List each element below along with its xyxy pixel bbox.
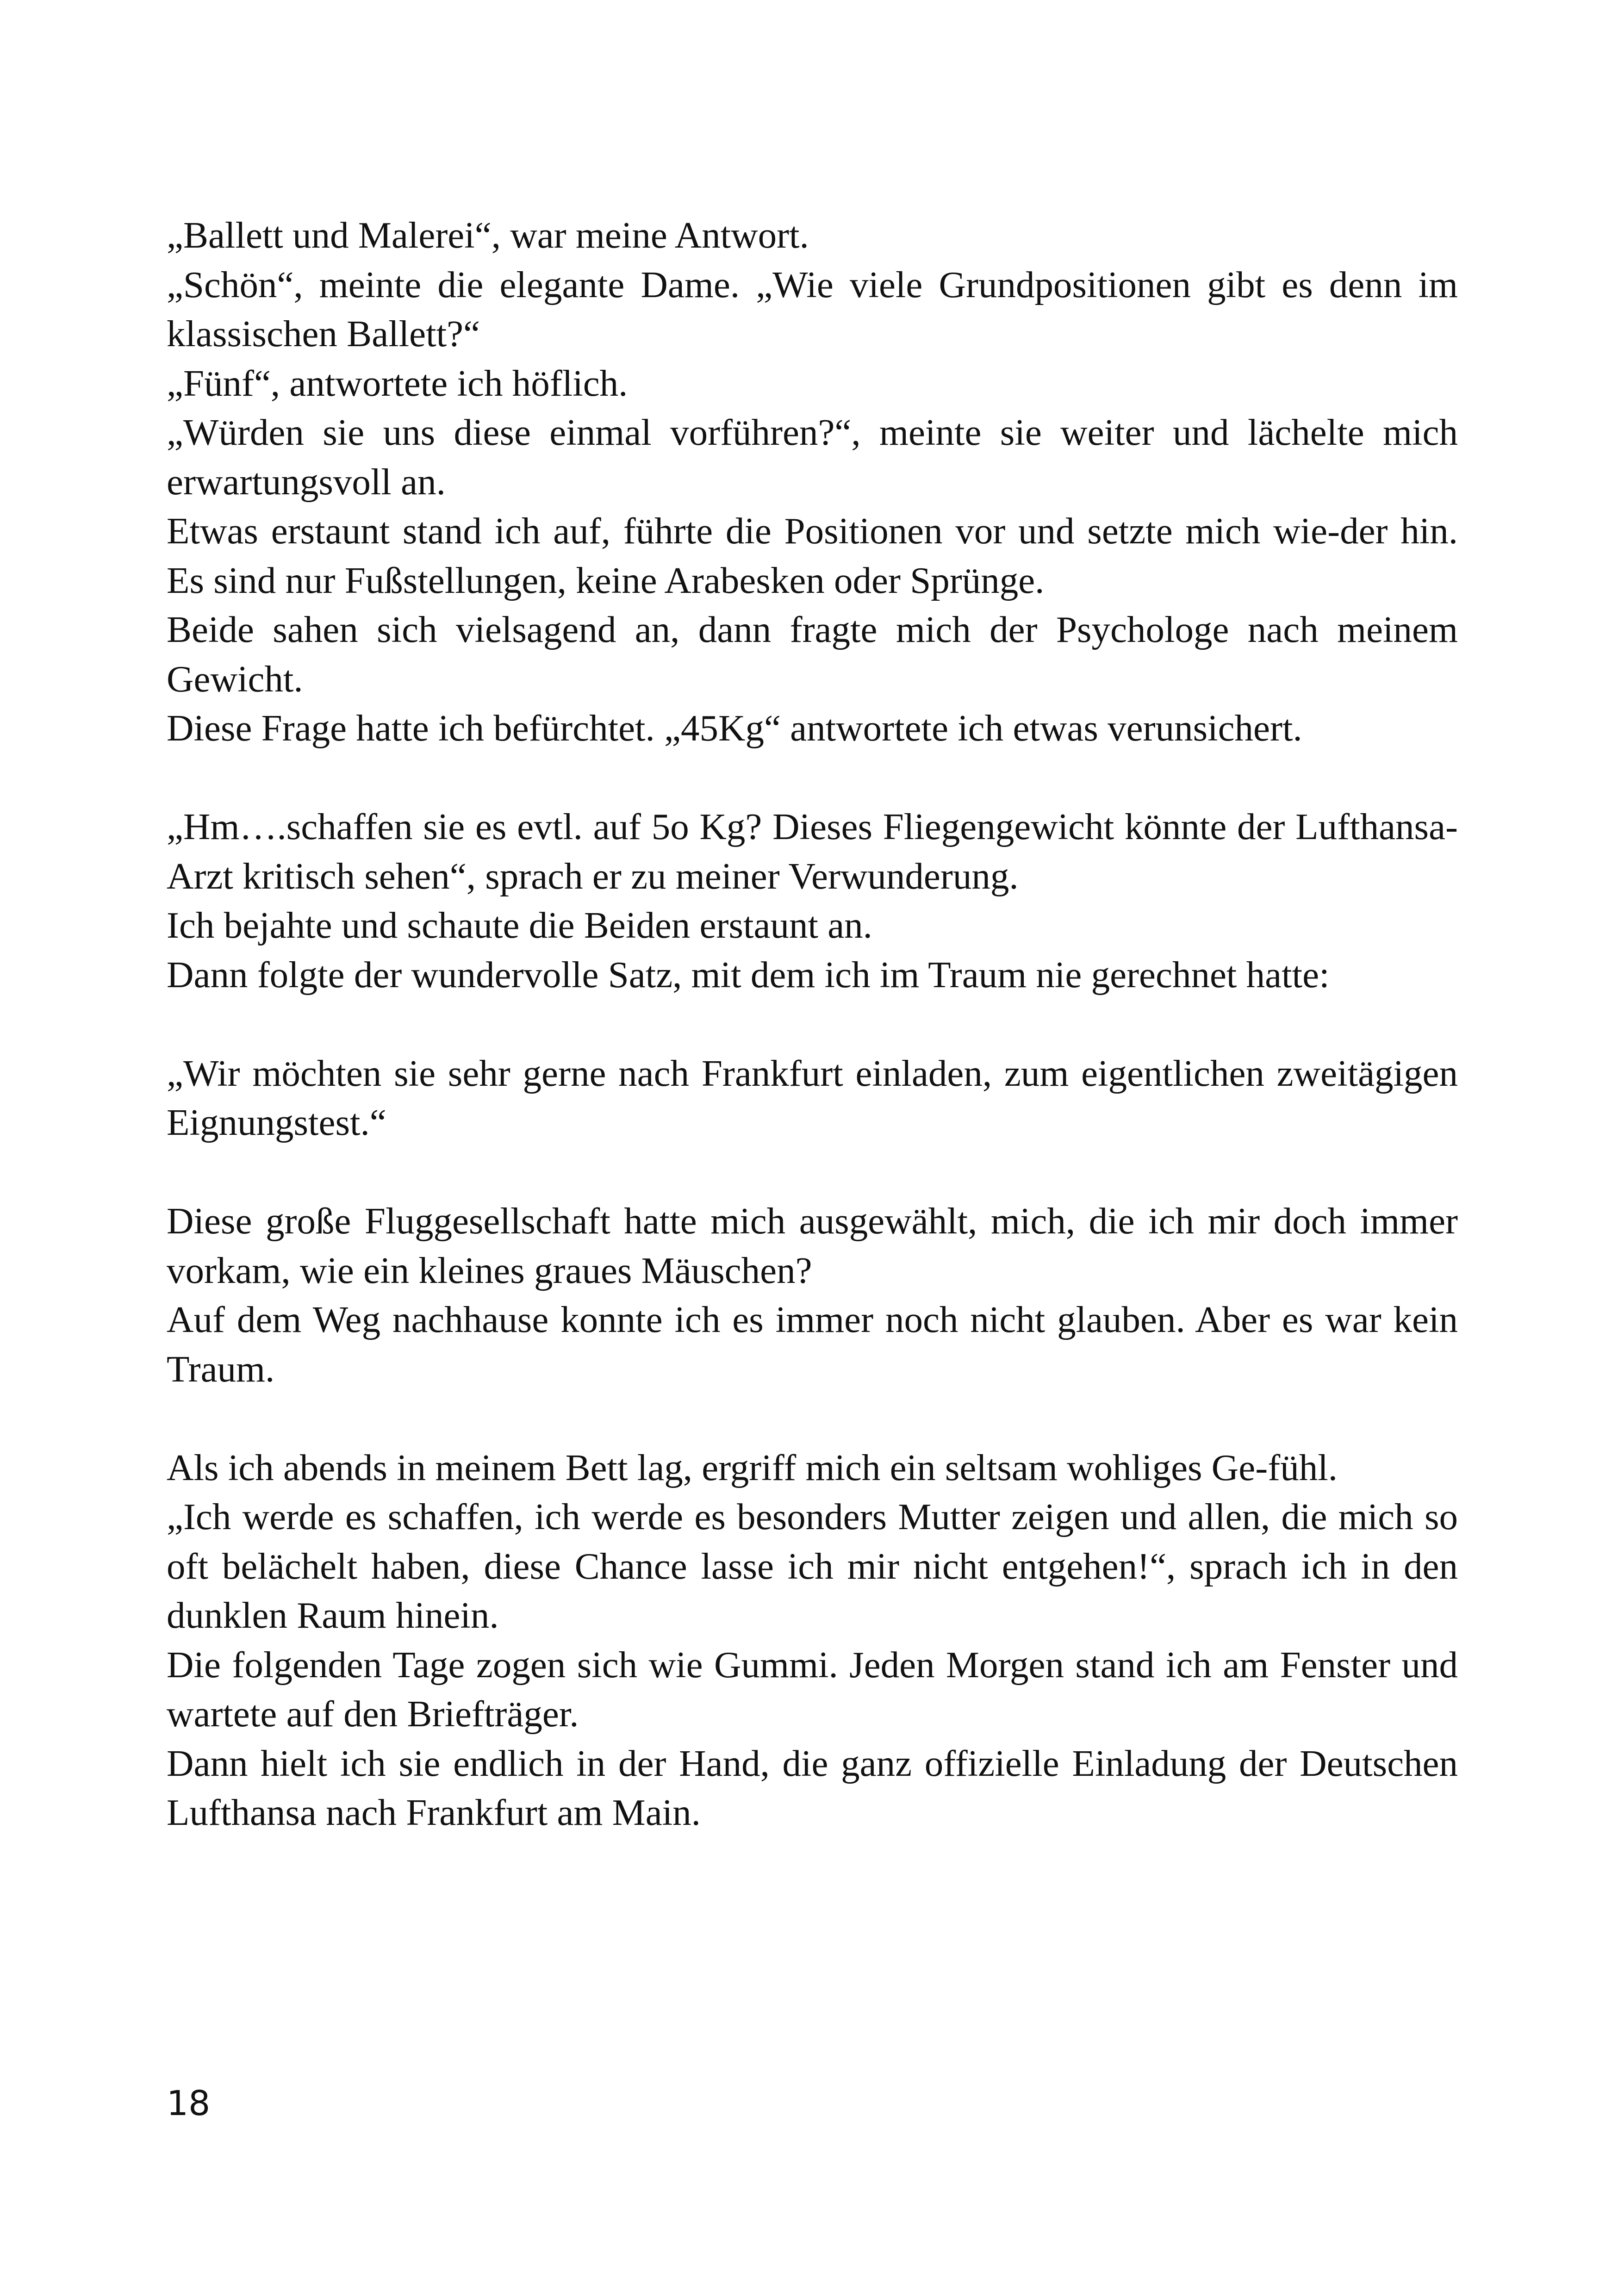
paragraph: Dann hielt ich sie endlich in der Hand, die ganz offizielle Einladung der Deutschen Lufthansa nach Frankfurt am Main.: [167, 1742, 1458, 1833]
paragraph: „Ballett und Malerei“, war meine Antwort.: [167, 214, 809, 256]
paragraph: „Wir möchten sie sehr gerne nach Frankfurt einladen, zum eigentlichen zweitägigen Eignungstest.“: [167, 1052, 1458, 1143]
page-number: 18: [167, 2084, 211, 2123]
paragraph: Diese Frage hatte ich befürchtet. „45Kg“ antwortete ich etwas verunsichert.: [167, 707, 1302, 749]
body-text: [167, 211, 1458, 1837]
paragraph-spacer: [167, 1394, 1458, 1443]
paragraph: „Hm….schaffen sie es evtl. auf 5o Kg? Dieses Fliegengewicht könnte der Lufthansa-Arzt kritisch sehen“, sprach er zu meiner Verwunderung.: [167, 806, 1458, 897]
paragraph: „Ich werde es schaffen, ich werde es besonders Mutter zeigen und allen, die mich so oft belächelt haben, diese Chance lasse ich mir nicht entgehen!“, sprach ich in den dunklen Raum hinein.: [167, 1496, 1458, 1636]
paragraph-spacer: [167, 1147, 1458, 1197]
paragraph: Als ich abends in meinem Bett lag, ergriff mich ein seltsam wohliges Ge-fühl.: [167, 1446, 1338, 1488]
paragraph: Dann folgte der wundervolle Satz, mit dem ich im Traum nie gerechnet hatte:: [167, 953, 1330, 996]
paragraph: Beide sahen sich vielsagend an, dann fragte mich der Psychologe nach meinem Gewicht.: [167, 609, 1458, 700]
paragraph: Auf dem Weg nachhause konnte ich es immer noch nicht glauben. Aber es war kein Traum.: [167, 1299, 1458, 1390]
paragraph: Ich bejahte und schaute die Beiden erstaunt an.: [167, 904, 872, 946]
paragraph: Die folgenden Tage zogen sich wie Gummi. Jeden Morgen stand ich am Fenster und wartete auf den Briefträger.: [167, 1643, 1458, 1735]
paragraph: „Fünf“, antwortete ich höflich.: [167, 362, 628, 404]
paragraph: Diese große Fluggesellschaft hatte mich ausgewählt, mich, die ich mir doch immer vorkam, wie ein kleines graues Mäuschen?: [167, 1200, 1458, 1291]
paragraph-spacer: [167, 999, 1458, 1049]
paragraph: „Schön“, meinte die elegante Dame. „Wie viele Grundpositionen gibt es denn im klassischen Ballett?“: [167, 263, 1458, 355]
paragraph: „Würden sie uns diese einmal vorführen?“, meinte sie weiter und lächelte mich erwartungsvoll an.: [167, 411, 1458, 503]
paragraph-spacer: [167, 753, 1458, 803]
paragraph: Etwas erstaunt stand ich auf, führte die Positionen vor und setzte mich wie-der hin. Es sind nur Fußstellungen, keine Arabesken oder Sprünge.: [167, 510, 1458, 601]
